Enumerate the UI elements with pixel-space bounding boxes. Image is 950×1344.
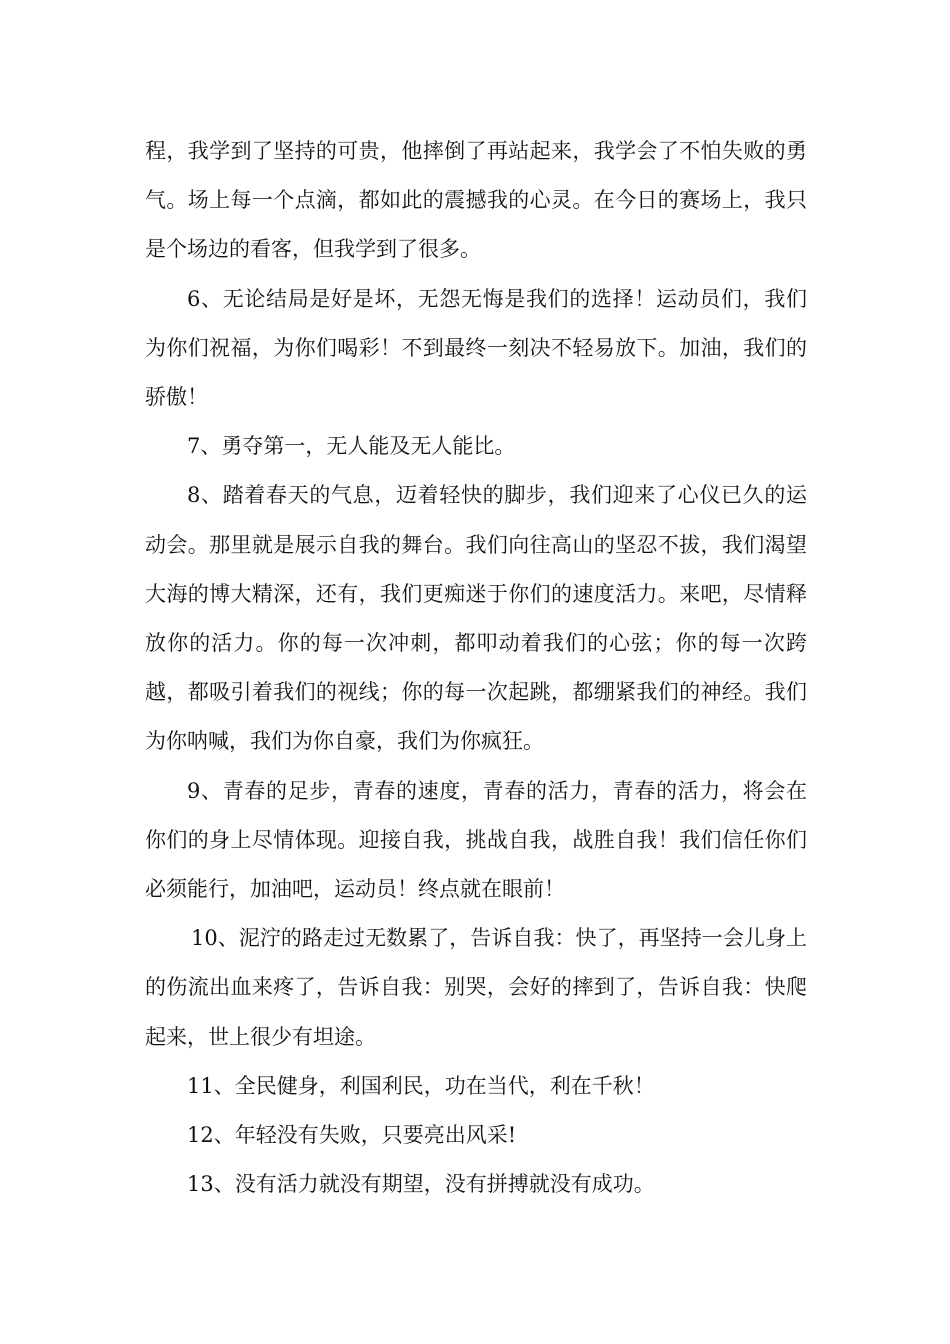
document-body [145,127,807,1209]
paragraph-9: 9、青春的足步，青春的速度，青春的活力，青春的活力，将会在你们的身上尽情体现。迎接自我，挑战自我，战胜自我！我们信任你们必须能行，加油吧，运动员！终点就在眼前！ [145,778,807,902]
paragraph-6: 6、无论结局是好是坏，无怨无悔是我们的选择！运动员们，我们为你们祝福，为你们喝彩！不到最终一刻决不轻易放下。加油，我们的骄傲！ [145,286,807,410]
paragraph-13: 13、没有活力就没有期望，没有拼搏就没有成功。 [187,1172,655,1197]
paragraph-12: 12、年轻没有失败，只要亮出风采! [187,1123,517,1148]
paragraph-10: 10、泥泞的路走过无数累了，告诉自我：快了，再坚持一会儿身上的伤流出血来疼了，告诉自我：别哭，会好的摔到了，告诉自我：快爬起来，世上很少有坦途。 [145,926,807,1049]
paragraph-continuation: 程，我学到了坚持的可贵，他摔倒了再站起来，我学会了不怕失败的勇气。场上每一个点滴，都如此的震撼我的心灵。在今日的赛场上，我只是个场边的看客，但我学到了很多。 [145,139,807,262]
paragraph-11: 11、全民健身，利国利民，功在当代，利在千秋！ [187,1073,655,1098]
paragraph-7: 7、勇夺第一，无人能及无人能比。 [187,434,516,459]
paragraph-8: 8、踏着春天的气息，迈着轻快的脚步，我们迎来了心仪已久的运动会。那里就是展示自我的舞台。我们向往高山的坚忍不拔，我们渴望大海的博大精深，还有，我们更痴迷于你们的速度活力。来吧，尽情释放你的活力。你的每一次冲刺，都叩动着我们的心弦；你的每一次跨越，都吸引着我们的视线；你的每一次起跳，都绷紧我们的神经。我们为你呐喊，我们为你自豪，我们为你疯狂。 [145,483,807,754]
